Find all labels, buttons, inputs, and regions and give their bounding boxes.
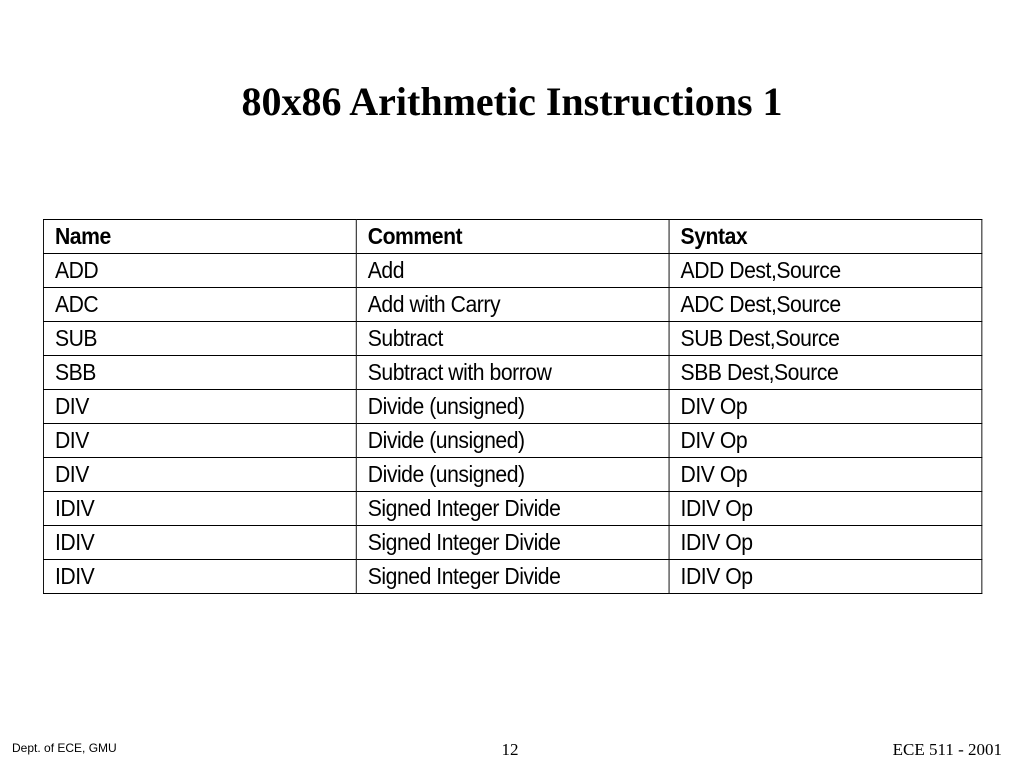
- cell-comment: Subtract with borrow: [356, 356, 669, 390]
- cell-syntax: IDIV Op: [669, 492, 982, 526]
- cell-name: SBB: [43, 356, 356, 390]
- table-header-row: [43, 220, 981, 254]
- cell-name: SUB: [43, 322, 356, 356]
- footer-page-number: 12: [501, 740, 519, 759]
- cell-name: IDIV: [43, 560, 356, 594]
- table-row: [43, 356, 981, 390]
- column-header-comment: Comment: [356, 220, 669, 254]
- cell-name: IDIV: [43, 526, 356, 560]
- footer-department: Dept. of ECE, GMU: [12, 741, 117, 755]
- cell-name: DIV: [43, 458, 356, 492]
- cell-syntax: IDIV Op: [669, 560, 982, 594]
- table-row: [43, 560, 981, 594]
- cell-comment: Divide (unsigned): [356, 424, 669, 458]
- cell-name: IDIV: [43, 492, 356, 526]
- table-row: [43, 254, 981, 288]
- cell-comment: Add: [356, 254, 669, 288]
- cell-comment: Divide (unsigned): [356, 390, 669, 424]
- cell-syntax: ADD Dest,Source: [669, 254, 982, 288]
- cell-comment: Signed Integer Divide: [356, 560, 669, 594]
- table-row: [43, 458, 981, 492]
- cell-comment: Signed Integer Divide: [356, 492, 669, 526]
- cell-comment: Signed Integer Divide: [356, 526, 669, 560]
- cell-syntax: ADC Dest,Source: [669, 288, 982, 322]
- column-header-syntax: Syntax: [669, 220, 982, 254]
- instruction-table-container: [43, 219, 983, 594]
- cell-comment: Subtract: [356, 322, 669, 356]
- cell-comment: Add with Carry: [356, 288, 669, 322]
- table-row: [43, 288, 981, 322]
- instruction-table: [43, 219, 982, 594]
- cell-syntax: IDIV Op: [669, 526, 982, 560]
- cell-comment: Divide (unsigned): [356, 458, 669, 492]
- cell-syntax: SBB Dest,Source: [669, 356, 982, 390]
- column-header-name: Name: [43, 220, 356, 254]
- table-row: [43, 424, 981, 458]
- table-row: [43, 526, 981, 560]
- cell-syntax: DIV Op: [669, 424, 982, 458]
- cell-name: ADC: [43, 288, 356, 322]
- cell-name: ADD: [43, 254, 356, 288]
- table-row: [43, 390, 981, 424]
- cell-name: DIV: [43, 424, 356, 458]
- table-row: [43, 492, 981, 526]
- footer-course: ECE 511 - 2001: [892, 740, 1002, 759]
- slide-title: 80x86 Arithmetic Instructions 1: [241, 79, 783, 124]
- cell-syntax: DIV Op: [669, 390, 982, 424]
- cell-name: DIV: [43, 390, 356, 424]
- cell-syntax: DIV Op: [669, 458, 982, 492]
- table-row: [43, 322, 981, 356]
- cell-syntax: SUB Dest,Source: [669, 322, 982, 356]
